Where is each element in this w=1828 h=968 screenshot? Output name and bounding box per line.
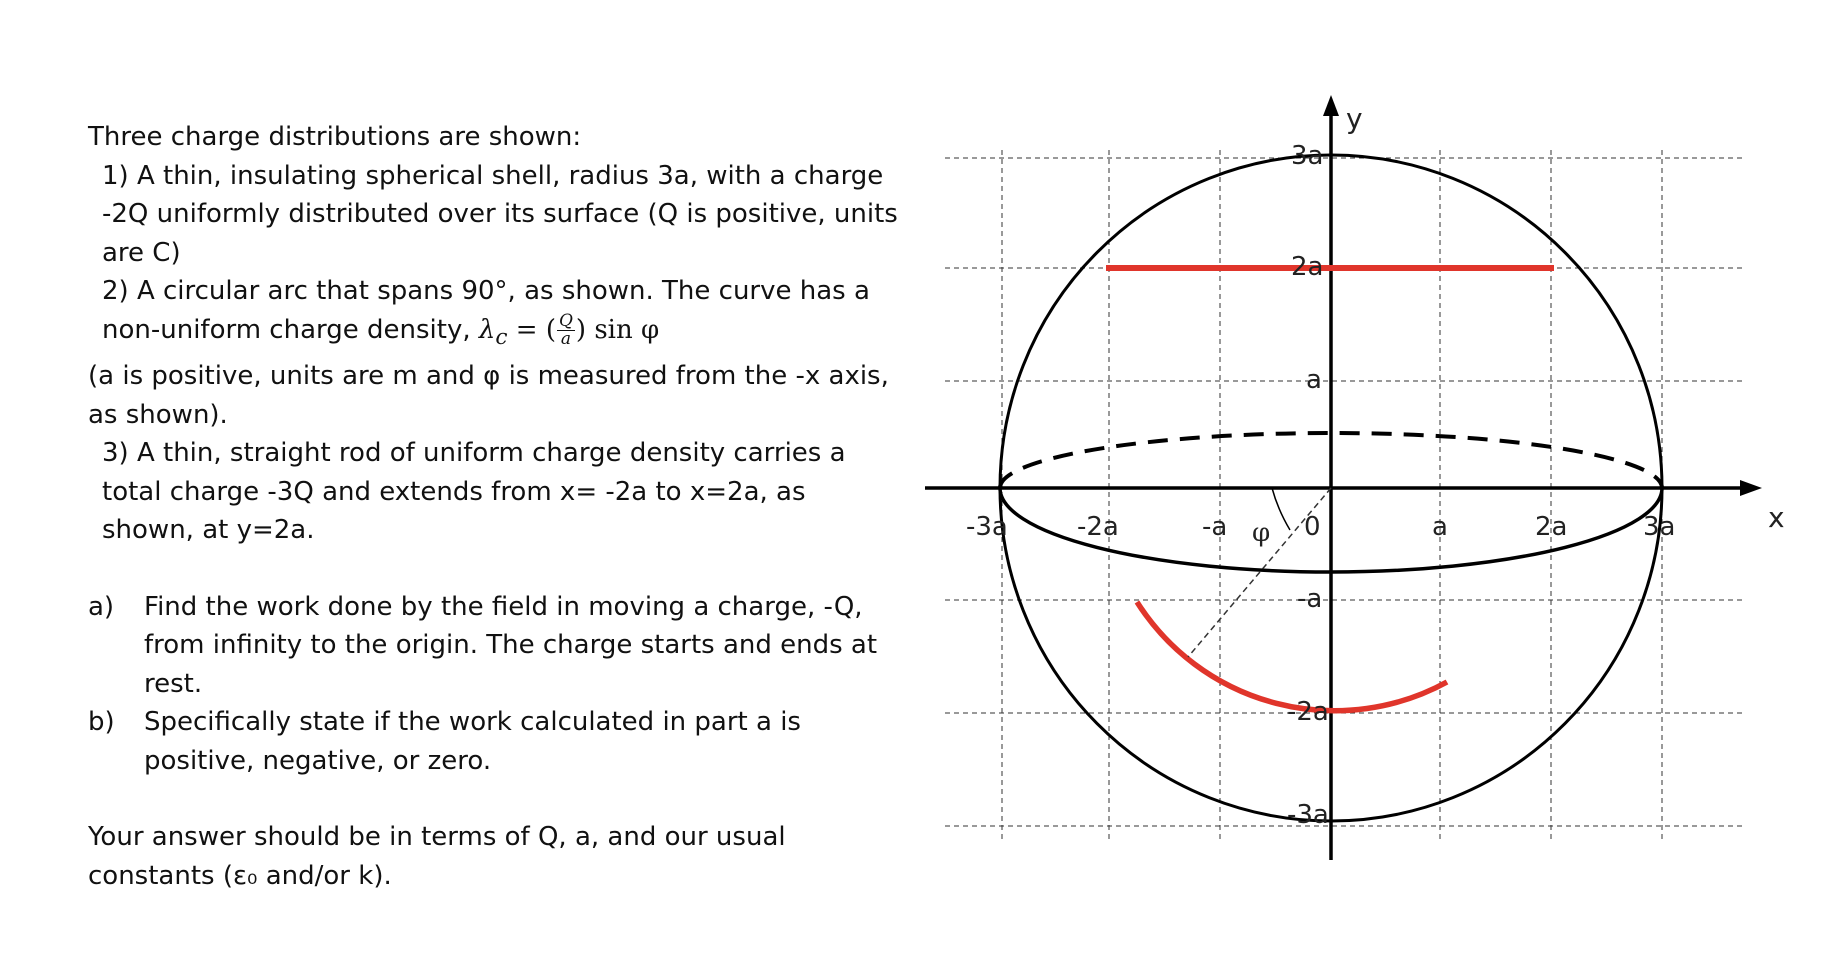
equals-sign: = ( bbox=[507, 314, 556, 345]
question-a-text: Find the work done by the field in moving a charge, -Q, from infinity to the origin. The charge starts and ends at rest. bbox=[144, 591, 878, 699]
y-axis-label: y bbox=[1346, 102, 1363, 135]
y-tick-a: a bbox=[1306, 365, 1322, 395]
phi-angle-arc bbox=[1272, 488, 1290, 530]
item-1-text: 1) A thin, insulating spherical shell, radius 3a, with a charge -2Q uniformly distributed over its surface (Q is positive, units are C) bbox=[102, 160, 898, 268]
charged-arc bbox=[1137, 602, 1447, 711]
y-tick-nega: -a bbox=[1297, 584, 1323, 614]
question-b-text: Specifically state if the work calculated in part a is positive, negative, or zero. bbox=[144, 707, 801, 776]
lambda-subscript: c bbox=[495, 324, 508, 350]
question-b-label: b) bbox=[88, 707, 115, 738]
x-axis-arrowhead bbox=[1740, 480, 1762, 496]
x-tick-2a: 2a bbox=[1535, 512, 1568, 542]
item-3-text: 3) A thin, straight rod of uniform charge density carries a total charge -3Q and extends from x= -2a to x=2a, as shown, at y=2a. bbox=[102, 438, 846, 546]
fraction-denominator: a bbox=[560, 329, 571, 349]
lambda-symbol: λ bbox=[478, 314, 496, 345]
y-tick-neg2a: -2a bbox=[1287, 697, 1329, 727]
y-tick-neg3a: -3a bbox=[1287, 800, 1329, 830]
grid bbox=[945, 150, 1742, 840]
y-axis-arrowhead bbox=[1323, 95, 1339, 116]
footer-text: Your answer should be in terms of Q, a, and our usual constants (ε₀ and/or k). bbox=[88, 822, 786, 891]
item-2-part-a: 2) A circular arc that spans 90°, as shown. The curve has a non-uniform charge density, bbox=[102, 276, 870, 345]
fraction-numerator: Q bbox=[558, 311, 573, 331]
phi-label: φ bbox=[1252, 518, 1271, 548]
sin-term: sin φ bbox=[586, 314, 660, 345]
question-a-label: a) bbox=[88, 591, 115, 622]
intro-text: Three charge distributions are shown: bbox=[88, 122, 582, 152]
x-tick-neg3a: -3a bbox=[966, 512, 1008, 542]
x-tick-3a: 3a bbox=[1643, 512, 1676, 542]
x-tick-a: a bbox=[1432, 512, 1448, 542]
y-tick-2a: 2a bbox=[1291, 252, 1324, 282]
close-paren: ) bbox=[575, 314, 587, 345]
x-tick-zero: 0 bbox=[1304, 512, 1321, 542]
x-tick-nega: -a bbox=[1202, 512, 1228, 542]
x-tick-neg2a: -2a bbox=[1077, 512, 1119, 542]
y-tick-3a: 3a bbox=[1291, 141, 1324, 171]
x-axis-label: x bbox=[1768, 501, 1785, 534]
item-2-note: (a is positive, units are m and φ is measured from the -x axis, as shown). bbox=[88, 361, 889, 430]
